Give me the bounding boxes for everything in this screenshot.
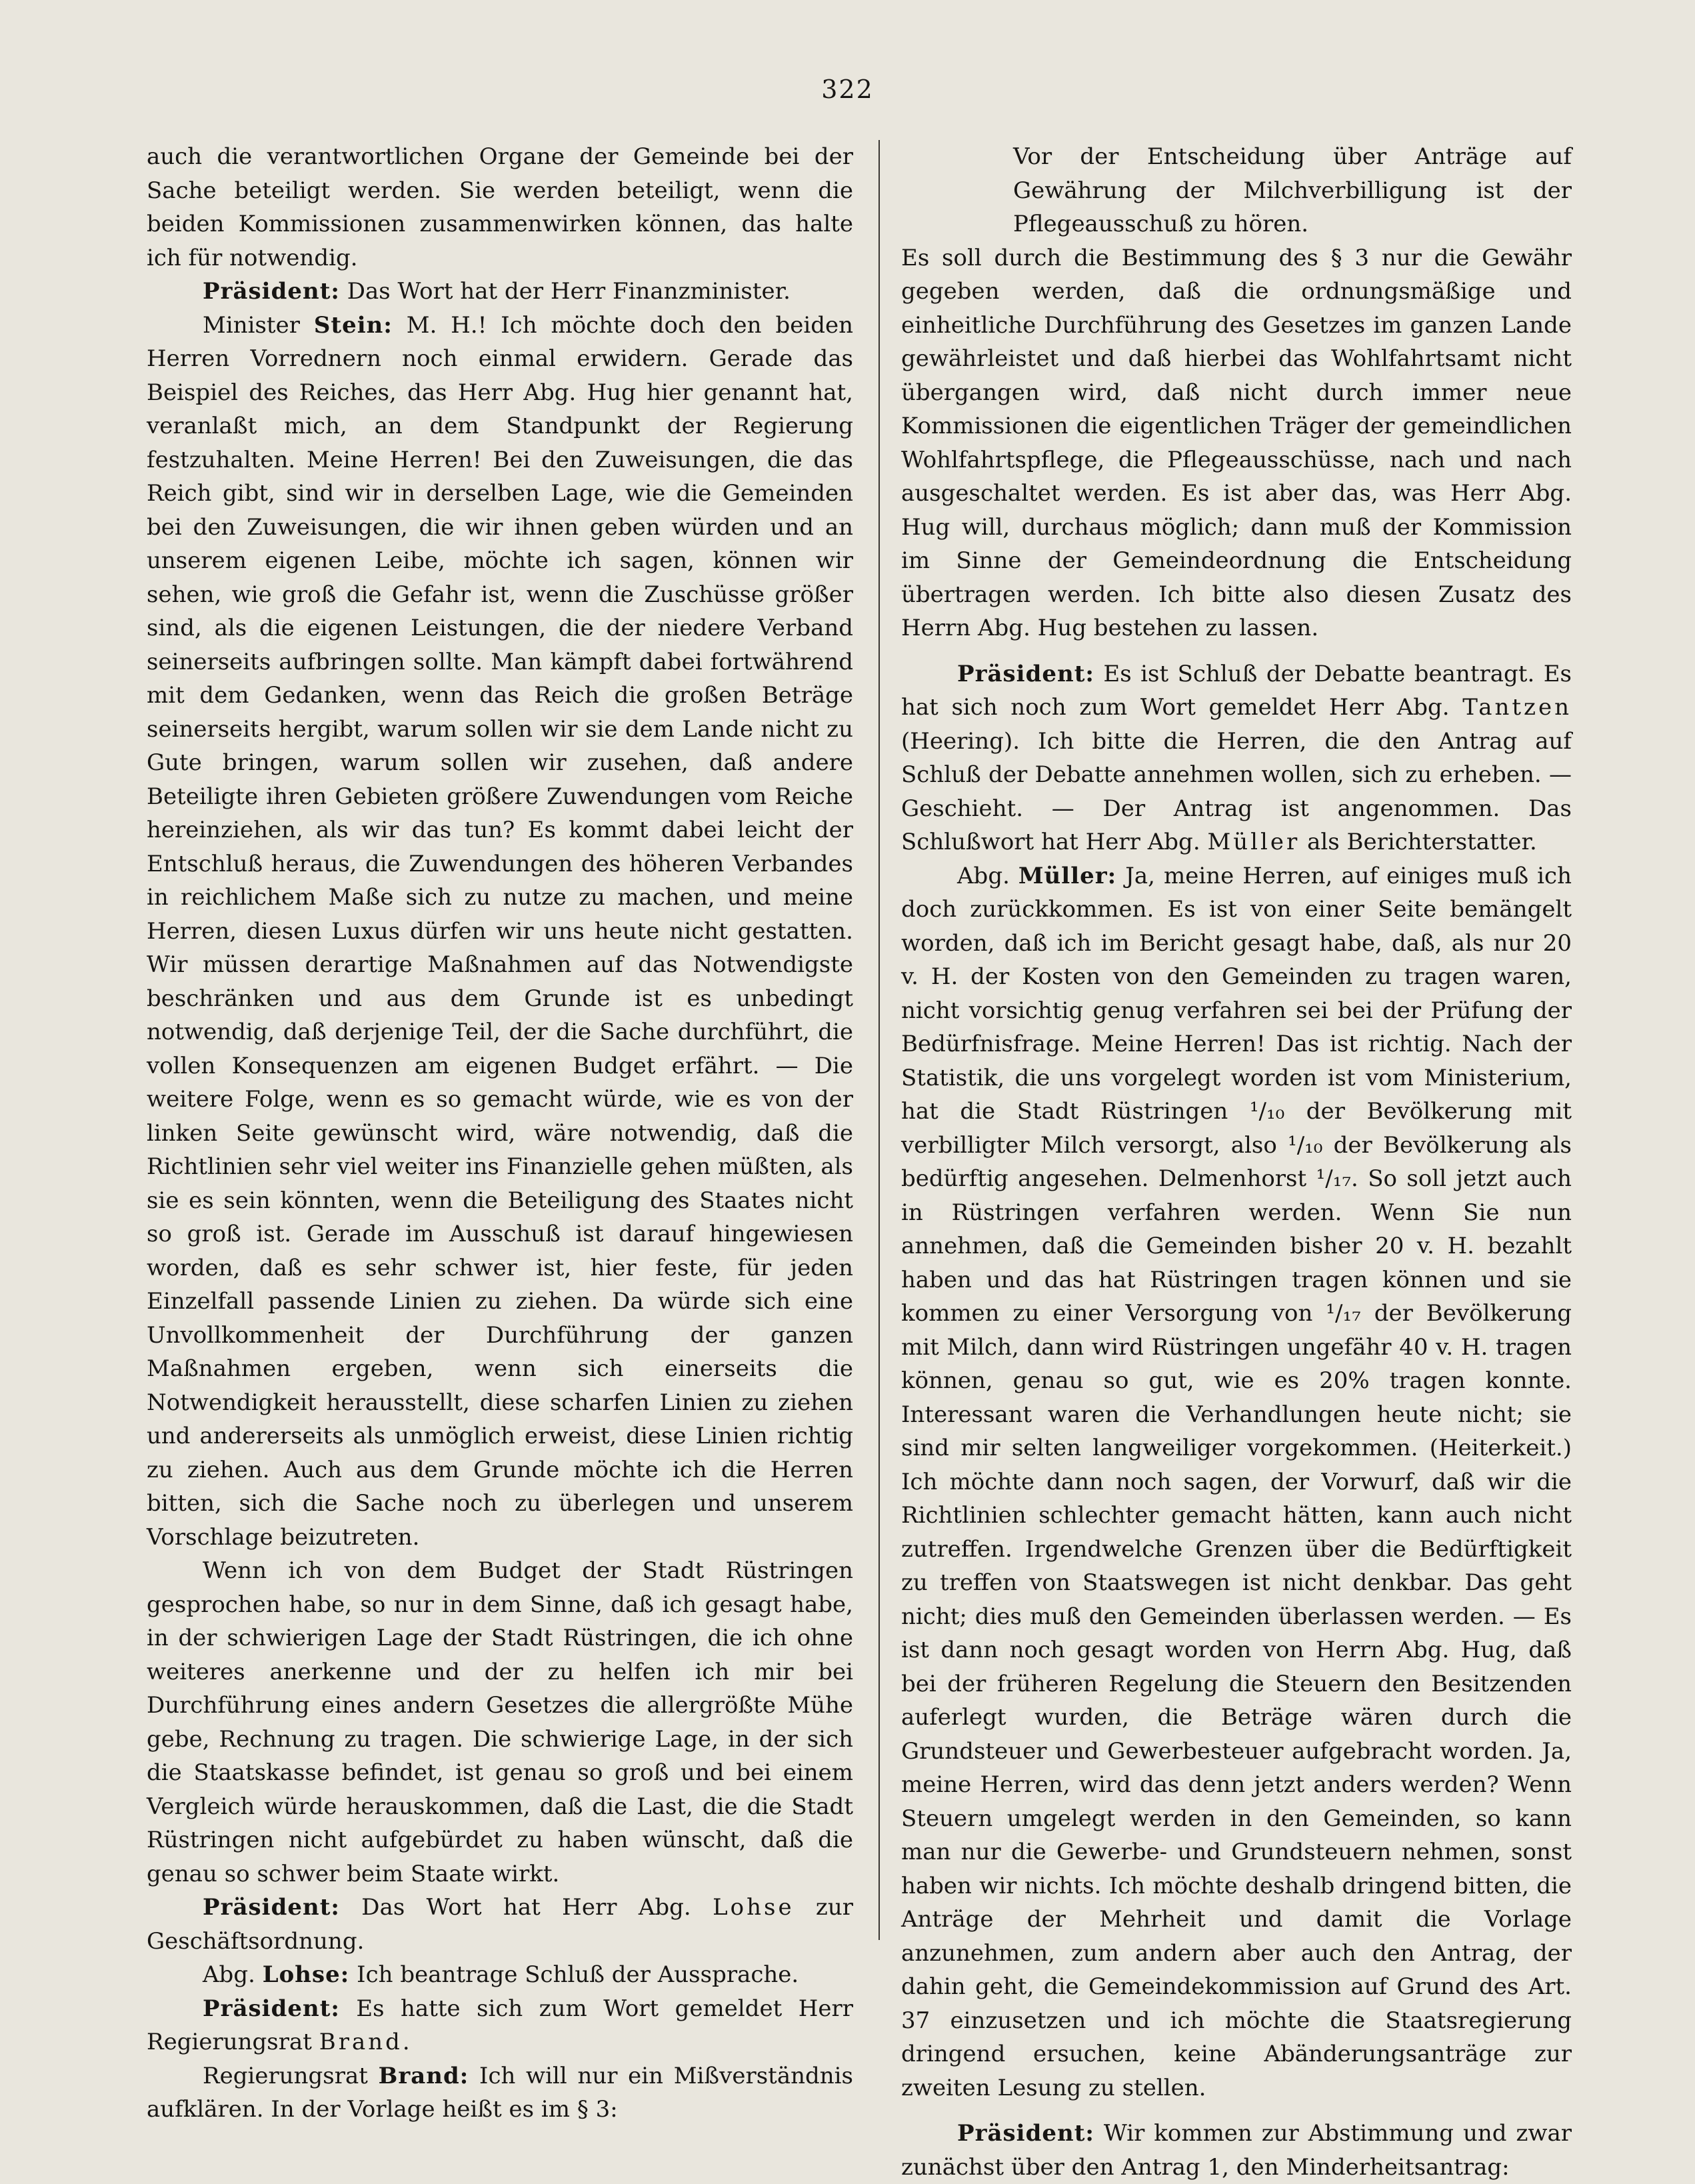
paragraph <box>147 1992 853 2059</box>
speech-text: Ich will nur ein Mißverständnis aufklären. In der Vorlage heißt es im § 3: <box>147 2062 853 2123</box>
speech-text: Ich beantrage Schluß der Aussprache. <box>349 1961 799 1988</box>
paragraph <box>901 859 1572 2105</box>
speech-text: Das Wort hat der Herr Finanzminister. <box>339 278 791 305</box>
person-name: Tantzen <box>1462 694 1572 721</box>
speech-text: Ja, meine Herren, auf einiges muß ich doch zurückkommen. Es ist von einer Seite bemängelt worden, daß ich im Bericht gesagt habe, daß, als nur 20 v. H. der Kosten von den Gemeinden zu tragen waren, nicht vorsichtig genug verfahren sei bei der Prüfung der Bedürfnisfrage. Meine Herren! Das ist richtig. Nach der Statistik, die uns vorgelegt worden ist vom Ministerium, hat die Stadt Rüstringen ¹/₁₀ der Bevölkerung mit verbilligter Milch versorgt, also ¹/₁₀ der Bevölkerung als bedürftig angesehen. Delmenhorst ¹/₁₇. So soll jetzt auch in Rüstringen verfahren werden. Wenn Sie nun annehmen, daß die Gemeinden bisher 20 v. H. bezahlt haben und das hat Rüstringen tragen können und sie kommen zu einer Versorgung von ¹/₁₇ der Bevölkerung mit Milch, dann wird Rüstringen ungefähr 40 v. H. tragen können, genau so gut, wie es 20% tragen konnte. Interessant waren die Verhandlungen heute nicht; sie sind mir selten langweiliger vorgekommen. (Heiterkeit.) Ich möchte dann noch sagen, der Vorwurf, daß wir die Richtlinien schlechter gemacht hätten, kann auch nicht zutreffen. Irgendwelche Grenzen über die Bedürftigkeit zu treffen von Staatswegen ist nicht denkbar. Das geht nicht; dies muß den Gemeinden überlassen werden. — Es ist dann noch gesagt worden von Herrn Abg. Hug, daß bei der früheren Regelung die Steuern den Besitzenden auferlegt wurden, die Beträge wären durch die Grundsteuer und Gewerbesteuer aufgebracht worden. Ja, meine Herren, wird das denn jetzt anders werden? Wenn Steuern umgelegt werden in den Gemeinden, so kann man nur die Gewerbe- und Grundsteuern nehmen, sonst haben wir nichts. Ich möchte deshalb dringend bitten, die Anträge der Mehrheit und damit die Vorlage anzunehmen, zum andern aber auch den Antrag, der dahin geht, die Gemeindekommission auf Grund des Art. 37 einzusetzen und ich möchte die Staatsregierung dringend ersuchen, keine Abänderungsanträge zur zweiten Lesung zu stellen. <box>901 862 1572 2101</box>
paragraph <box>147 1891 853 1958</box>
paragraph: auch die verantwortlichen Organe der Gemeinde bei der Sache beteiligt werden. Sie werden beteiligt, wenn die beiden Kommissionen zusammenwirken können, das halte ich für notwendig. <box>147 143 853 271</box>
speech-text: M. H.! Ich möchte doch den beiden Herren Vorrednern noch einmal erwidern. Gerade das Beispiel des Reiches, das Herr Abg. Hug hier genannt hat, veranlaßt mich, an dem Standpunkt der Regierung festzuhalten. Meine Herren! Bei den Zuweisungen, die das Reich gibt, sind wir in derselben Lage, wie die Gemeinden bei den Zuweisungen, die wir ihnen geben würden und an unserem eigenen Leibe, möchte ich sagen, können wir sehen, wie groß die Gefahr ist, wenn die Zuschüsse größer sind, als die eigenen Leistungen, die der niedere Verband seinerseits aufbringen sollte. Man kämpft dabei fortwährend mit dem Gedanken, wenn das Reich die großen Beträge seinerseits hergibt, warum sollen wir sie dem Lande nicht zu Gute bringen, warum sollen wir zusehen, daß andere Beteiligte ihren Gebieten größere Zuwendungen vom Reiche hereinziehen, als wir das tun? Es kommt dabei leicht der Entschluß heraus, die Zuwendungen des höheren Verbandes in reichlichem Maße sich zu nutze zu machen, und meine Herren, diesen Luxus dürfen wir uns heute nicht gestatten. Wir müssen derartige Maßnahmen auf das Notwendigste beschränken und aus dem Grunde ist es unbedingt notwendig, daß derjenige Teil, der die Sache durchführt, die vollen Konsequenzen am eigenen Budget erfährt. — Die weitere Folge, wenn es so gemacht würde, wie es von der linken Seite gewünscht wird, wäre notwendig, daß die Richtlinien sehr viel weiter ins Finanzielle gehen müßten, als sie es sein könnten, wenn die Beteiligung des Staates nicht so groß ist. Gerade im Ausschuß ist darauf hingewiesen worden, daß es sehr schwer ist, hier feste, für jeden Einzelfall passende Linien zu ziehen. Da würde sich eine Unvollkommenheit der Durchführung der ganzen Maßnahmen ergeben, wenn sich einerseits die Notwendigkeit herausstellt, diese scharfen Linien zu ziehen und andererseits als unmöglich erweist, diese Linien richtig zu ziehen. Auch aus dem Grunde möchte ich die Herren bitten, sich die Sache noch zu überlegen und unserem Vorschlage beizutreten. <box>147 311 853 1551</box>
paragraph <box>147 2059 853 2127</box>
speaker-label: Präsident: <box>203 278 340 305</box>
speaker-label: Präsident: <box>203 1995 340 2022</box>
speaker-title: Abg. <box>957 862 1018 889</box>
speaker-label: Präsident: <box>957 660 1094 687</box>
person-name: Brand <box>319 2029 403 2055</box>
speaker-label: Müller: <box>1018 862 1117 889</box>
speaker-title: Minister <box>203 311 314 339</box>
speaker-label: Präsident: <box>203 1894 340 1921</box>
speech-text: zur Geschäftsordnung. <box>147 1894 853 1955</box>
paragraph <box>147 275 853 309</box>
paragraph <box>901 2117 1572 2184</box>
speaker-label: Präsident: <box>957 2120 1094 2147</box>
speech-text: . <box>402 2029 410 2055</box>
speaker-title: Regierungsrat <box>203 2062 379 2089</box>
speech-text: Das Wort hat Herr Abg. <box>339 1894 713 1921</box>
speech-text: Wir kommen zur Abstimmung und zwar zunächst über den Antrag 1, den Minderheitsantrag: <box>901 2120 1572 2181</box>
speaker-label: Brand: <box>378 2062 469 2089</box>
speech-text: Es ist Schluß der Debatte beantragt. Es hat sich noch zum Wort gemeldet Herr Abg. <box>901 660 1572 721</box>
speech-text: Es hatte sich zum Wort gemeldet Herr Regierungsrat <box>147 1995 853 2055</box>
paragraph: Es soll durch die Bestimmung des § 3 nur die Gewähr gegeben werden, daß die ordnungsmäßige und einheitliche Durchführung des Gesetzes im ganzen Lande gewährleistet und daß hierbei das Wohlfahrtsamt nicht übergangen wird, daß nicht durch immer neue Kommissionen die eigentlichen Träger der gemeindlichen Wohlfahrtspflege, die Pflegeausschüsse, nach und nach ausgeschaltet werden. Es ist aber das, was Herr Abg. Hug will, durchaus möglich; dann muß der Kommission im Sinne der Gemeindeordnung die Entscheidung übertragen werden. Ich bitte also diesen Zusatz des Herrn Abg. Hug bestehen zu lassen. <box>901 244 1572 641</box>
speech-text: (Heering). Ich bitte die Herren, die den Antrag auf Schluß der Debatte annehmen wollen, sich zu erheben. — Geschieht. — Der Antrag ist angenommen. Das Schlußwort hat Herr Abg. <box>901 727 1572 855</box>
column-divider <box>878 140 880 1940</box>
paragraph <box>147 309 853 1555</box>
quoted-regulation: Vor der Entscheidung über Anträge auf Gewährung der Milchverbilligung ist der Pflegeausschuß zu hören. <box>1013 143 1572 237</box>
paragraph <box>147 1958 853 1992</box>
speaker-label: Lohse: <box>262 1961 350 1988</box>
person-name: Lohse <box>713 1894 795 1921</box>
right-column <box>901 140 1572 2184</box>
speaker-title: Abg. <box>203 1961 263 1988</box>
left-column <box>147 140 853 2127</box>
paragraph <box>901 657 1572 859</box>
paragraph: Wenn ich von dem Budget der Stadt Rüstringen gesprochen habe, so nur in dem Sinne, daß ich gesagt habe, in der schwierigen Lage der Stadt Rüstringen, die ich ohne weiteres anerkenne und der zu helfen ich mir bei Durchführung eines andern Gesetzes die allergrößte Mühe gebe, Rechnung zu tragen. Die schwierige Lage, in der sich die Staatskasse befindet, ist genau so groß und bei einem Vergleich würde herauskommen, daß die Last, die die Stadt Rüstringen nicht aufgebürdet zu haben wünscht, daß die genau so schwer beim Staate wirkt. <box>147 1557 853 1887</box>
person-name: Müller <box>1207 829 1300 855</box>
page-number: 322 <box>821 75 874 104</box>
speech-text: als Berichterstatter. <box>1300 829 1537 855</box>
speaker-label: Stein: <box>313 311 393 339</box>
